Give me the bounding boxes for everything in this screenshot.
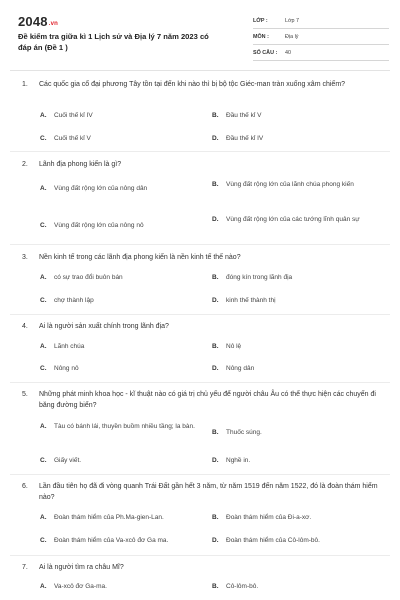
question-text: Ai là người sản xuất chính trong lãnh địa? bbox=[39, 323, 169, 330]
option-letter: A. bbox=[40, 185, 47, 193]
option-text: Va-xcô đơ Ga-ma. bbox=[54, 583, 107, 590]
question-divider bbox=[10, 244, 390, 245]
option-text: có sự trao đổi buôn bán bbox=[54, 274, 123, 281]
question-number: 6. bbox=[22, 483, 28, 490]
header-divider bbox=[10, 70, 390, 71]
question-5 bbox=[0, 390, 400, 411]
option-letter: C. bbox=[40, 135, 47, 143]
option-letter: B. bbox=[212, 112, 219, 120]
option-c[interactable] bbox=[40, 536, 210, 546]
option-a[interactable] bbox=[40, 342, 190, 352]
question-head bbox=[0, 80, 400, 91]
option-letter: B. bbox=[212, 343, 219, 351]
question-head bbox=[0, 563, 400, 574]
question-number: 1. bbox=[22, 81, 28, 88]
option-letter: B. bbox=[212, 514, 219, 522]
option-letter: A. bbox=[40, 274, 47, 282]
option-c[interactable] bbox=[40, 221, 190, 231]
option-d[interactable] bbox=[212, 364, 372, 374]
question-7 bbox=[0, 563, 400, 574]
question-divider bbox=[10, 555, 390, 556]
option-c[interactable] bbox=[40, 134, 190, 144]
option-a[interactable] bbox=[40, 513, 210, 523]
option-letter: C. bbox=[40, 222, 47, 230]
option-letter: C. bbox=[40, 537, 47, 545]
option-a[interactable] bbox=[40, 111, 190, 121]
option-c[interactable] bbox=[40, 456, 190, 466]
option-b[interactable] bbox=[212, 582, 372, 592]
question-divider bbox=[10, 151, 390, 152]
info-label: SỐ CÂU : bbox=[253, 49, 278, 56]
info-label: LỚP : bbox=[253, 17, 268, 24]
option-text: đóng kín trong lãnh địa bbox=[226, 274, 293, 281]
option-text: Vùng đất rộng lớn của các tướng lĩnh quân sự bbox=[226, 216, 360, 223]
option-a[interactable] bbox=[40, 582, 190, 592]
question-text: Lần đầu tiên họ đã đi vòng quanh Trái Đất gần hết 3 năm, từ năm 1519 đến năm 1522, đó là đoàn thám hiểm nào? bbox=[39, 483, 378, 501]
option-b[interactable] bbox=[212, 428, 372, 438]
option-text: Vùng đất rộng lớn của nông nô bbox=[54, 222, 144, 229]
question-divider bbox=[10, 474, 390, 475]
option-letter: A. bbox=[40, 343, 47, 351]
question-text: Nền kinh tế trong các lãnh địa phong kiến là nền kinh tế thế nào? bbox=[39, 254, 241, 261]
option-b[interactable] bbox=[212, 111, 372, 121]
question-number: 2. bbox=[22, 161, 28, 168]
option-d[interactable] bbox=[212, 296, 372, 306]
question-2 bbox=[0, 160, 400, 171]
option-letter: C. bbox=[40, 297, 47, 305]
option-letter: A. bbox=[40, 583, 47, 591]
exam-info-table bbox=[253, 13, 389, 61]
option-text: Nông dân bbox=[226, 365, 255, 372]
option-letter: D. bbox=[212, 365, 219, 373]
site-logo[interactable] bbox=[18, 14, 58, 29]
question-text: Ai là người tìm ra châu Mĩ? bbox=[39, 564, 124, 571]
option-text: Tàu có bánh lái, thuyền buồm nhiều tầng; la bàn. bbox=[54, 423, 195, 430]
info-value: Địa lý bbox=[285, 33, 299, 40]
question-head bbox=[0, 482, 400, 503]
question-text: Lãnh địa phong kiến là gì? bbox=[39, 161, 122, 168]
option-letter: D. bbox=[212, 216, 219, 224]
info-label: MÔN : bbox=[253, 33, 269, 40]
option-b[interactable] bbox=[212, 342, 372, 352]
option-a[interactable] bbox=[40, 184, 190, 194]
question-4 bbox=[0, 322, 400, 333]
info-row-count bbox=[253, 45, 389, 61]
option-letter: D. bbox=[212, 457, 219, 465]
option-letter: B. bbox=[212, 274, 219, 282]
option-a[interactable] bbox=[40, 273, 190, 283]
question-divider bbox=[10, 382, 390, 383]
option-b[interactable] bbox=[212, 513, 372, 523]
question-1 bbox=[0, 80, 400, 91]
option-letter: A. bbox=[40, 112, 47, 120]
logo-text: 2048 bbox=[18, 14, 48, 29]
option-text: Thuốc súng. bbox=[226, 429, 262, 436]
option-text: Đầu thế kỉ IV bbox=[226, 135, 264, 142]
option-text: kinh thế thành thị bbox=[226, 297, 276, 304]
question-head bbox=[0, 160, 400, 171]
info-row-class bbox=[253, 13, 389, 29]
question-number: 5. bbox=[22, 391, 28, 398]
question-3 bbox=[0, 253, 400, 264]
option-text: Cuối thế kỉ V bbox=[54, 135, 91, 142]
option-d[interactable] bbox=[212, 456, 372, 466]
option-letter: D. bbox=[212, 297, 219, 305]
option-letter: D. bbox=[212, 135, 219, 143]
option-text: Đoàn thám hiểm của Ph.Ma-gien-Lan. bbox=[54, 514, 164, 521]
option-text: Đoàn thám hiểm của Va-xcô đơ Ga ma. bbox=[54, 537, 169, 544]
logo-suffix: .vn bbox=[48, 21, 59, 27]
option-d[interactable] bbox=[212, 134, 372, 144]
option-text: chợ thành lập bbox=[54, 297, 94, 304]
question-text: Những phát minh khoa học - kĩ thuật nào có giá trị chủ yếu để người châu Âu có thể thực hiện các chuyến đi băng đường biển? bbox=[39, 391, 376, 409]
question-head bbox=[0, 390, 400, 411]
question-head bbox=[0, 322, 400, 333]
option-text: Nghề in. bbox=[226, 457, 251, 464]
option-text: Nô lệ bbox=[226, 343, 242, 350]
info-value: Lớp 7 bbox=[285, 17, 300, 24]
option-d[interactable] bbox=[212, 215, 367, 225]
option-d[interactable] bbox=[212, 536, 372, 546]
question-divider bbox=[10, 314, 390, 315]
option-letter: B. bbox=[212, 429, 219, 437]
option-letter: B. bbox=[212, 181, 219, 189]
question-6 bbox=[0, 482, 400, 503]
option-text: Cuối thế kỉ IV bbox=[54, 112, 93, 119]
info-value: 40 bbox=[285, 49, 291, 56]
question-number: 4. bbox=[22, 323, 28, 330]
option-a[interactable] bbox=[40, 422, 205, 432]
option-text: Đầu thế kỉ V bbox=[226, 112, 262, 119]
option-letter: C. bbox=[40, 457, 47, 465]
option-text: Vùng đất rộng lớn của nông dân bbox=[54, 185, 148, 192]
option-text: Vùng đất rộng lớn của lãnh chúa phong kiến bbox=[226, 181, 354, 188]
option-letter: C. bbox=[40, 365, 47, 373]
question-number: 3. bbox=[22, 254, 28, 261]
question-number: 7. bbox=[22, 564, 28, 571]
option-text: Đoàn thám hiểm của Cô-lôm-bô. bbox=[226, 537, 320, 544]
option-b[interactable] bbox=[212, 180, 367, 190]
page-header bbox=[0, 0, 400, 70]
info-row-subject bbox=[253, 29, 389, 45]
exam-title: Đề kiểm tra giữa kì 1 Lịch sử và Địa lý 7 năm 2023 có đáp án (Đề 1 ) bbox=[18, 32, 209, 52]
question-head bbox=[0, 253, 400, 264]
option-letter: A. bbox=[40, 514, 47, 522]
option-letter: A. bbox=[40, 423, 47, 431]
option-b[interactable] bbox=[212, 273, 372, 283]
option-text: Lãnh chúa bbox=[54, 343, 85, 350]
option-text: Đoàn thám hiểm của Đi-a-xơ. bbox=[226, 514, 312, 521]
option-letter: B. bbox=[212, 583, 219, 591]
option-text: Nông nô bbox=[54, 365, 79, 372]
option-text: Cô-lôm-bô. bbox=[226, 583, 259, 590]
option-text: Giấy viết. bbox=[54, 457, 82, 464]
option-c[interactable] bbox=[40, 364, 190, 374]
option-c[interactable] bbox=[40, 296, 190, 306]
question-text: Các quốc gia cổ đại phương Tây tồn tại đến khi nào thì bị bộ tộc Giéc-man tràn xuống xâm chiếm? bbox=[39, 81, 346, 88]
option-letter: D. bbox=[212, 537, 219, 545]
